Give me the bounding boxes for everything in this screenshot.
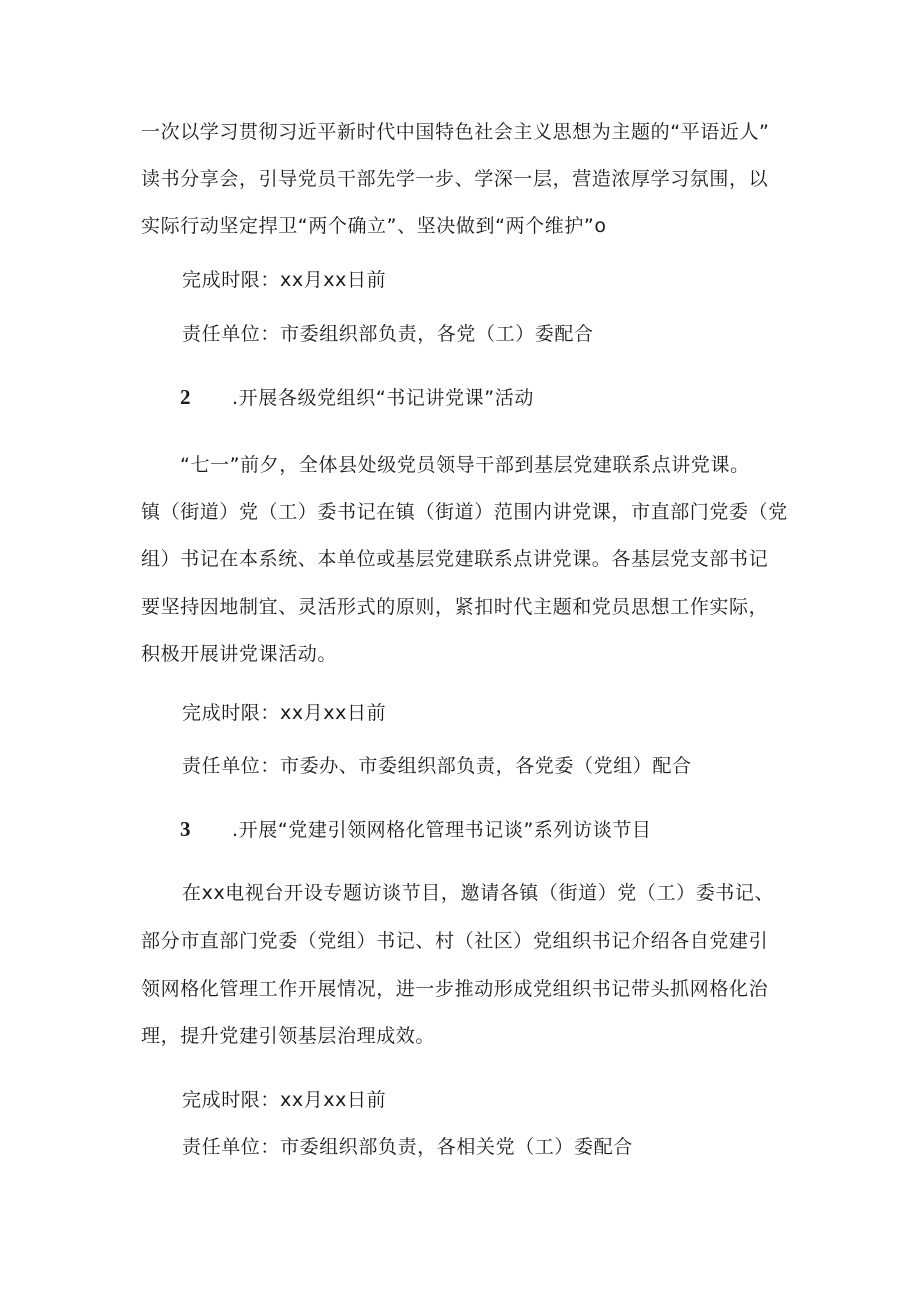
- section-3-line-4: 理，提升党建引领基层治理成效。: [141, 1025, 436, 1047]
- section-2-title: .开展各级党组织“书记讲党课”活动: [232, 387, 534, 409]
- section-3-line-1: 在xx电视台开设专题访谈节目，邀请各镇（街道）党（工）委书记、: [182, 882, 775, 904]
- intro-line-2: 读书分享会，引导党员干部先学一步、学深一层，营造浓厚学习氛围，以: [141, 168, 769, 190]
- section-2-line-1: “七一”前夕，全体县处级党员领导干部到基层党建联系点讲党课。: [180, 454, 750, 476]
- intro-responsible: 责任单位：市委组织部负责，各党（工）委配合: [182, 323, 594, 345]
- section-3-line-2: 部分市直部门党委（党组）书记、村（社区）党组织书记介绍各自党建引: [141, 930, 769, 952]
- section-3-number: 3: [180, 817, 191, 841]
- intro-deadline: 完成时限：xx月xx日前: [182, 269, 387, 291]
- section-3-responsible: 责任单位：市委组织部负责，各相关党（工）委配合: [182, 1136, 633, 1158]
- section-3-line-3: 领网格化管理工作开展情况，进一步推动形成党组织书记带头抓网格化治: [141, 978, 769, 1000]
- intro-line-1: 一次以学习贯彻习近平新时代中国特色社会主义思想为主题的“平语近人”: [141, 121, 770, 143]
- section-2-line-3: 组）书记在本系统、本单位或基层党建联系点讲党课。各基层党支部书记: [141, 548, 769, 570]
- section-2-line-5: 积极开展讲党课活动。: [141, 643, 338, 665]
- section-3-deadline: 完成时限：xx月xx日前: [182, 1089, 387, 1111]
- section-2-responsible: 责任单位：市委办、市委组织部负责，各党委（党组）配合: [182, 755, 692, 777]
- section-3-title: .开展“党建引领网格化管理书记谈”系列访谈节目: [232, 819, 652, 841]
- section-2-number: 2: [180, 385, 191, 409]
- section-2-line-2: 镇（街道）党（工）委书记在镇（街道）范围内讲党课，市直部门党委（党: [141, 501, 788, 523]
- section-2-deadline: 完成时限：xx月xx日前: [182, 702, 387, 724]
- intro-line-3: 实际行动坚定捍卫“两个确立”、坚决做到“两个维护”o: [141, 215, 607, 237]
- section-2-line-4: 要坚持因地制宜、灵活形式的原则，紧扣时代主题和党员思想工作实际，: [141, 596, 769, 618]
